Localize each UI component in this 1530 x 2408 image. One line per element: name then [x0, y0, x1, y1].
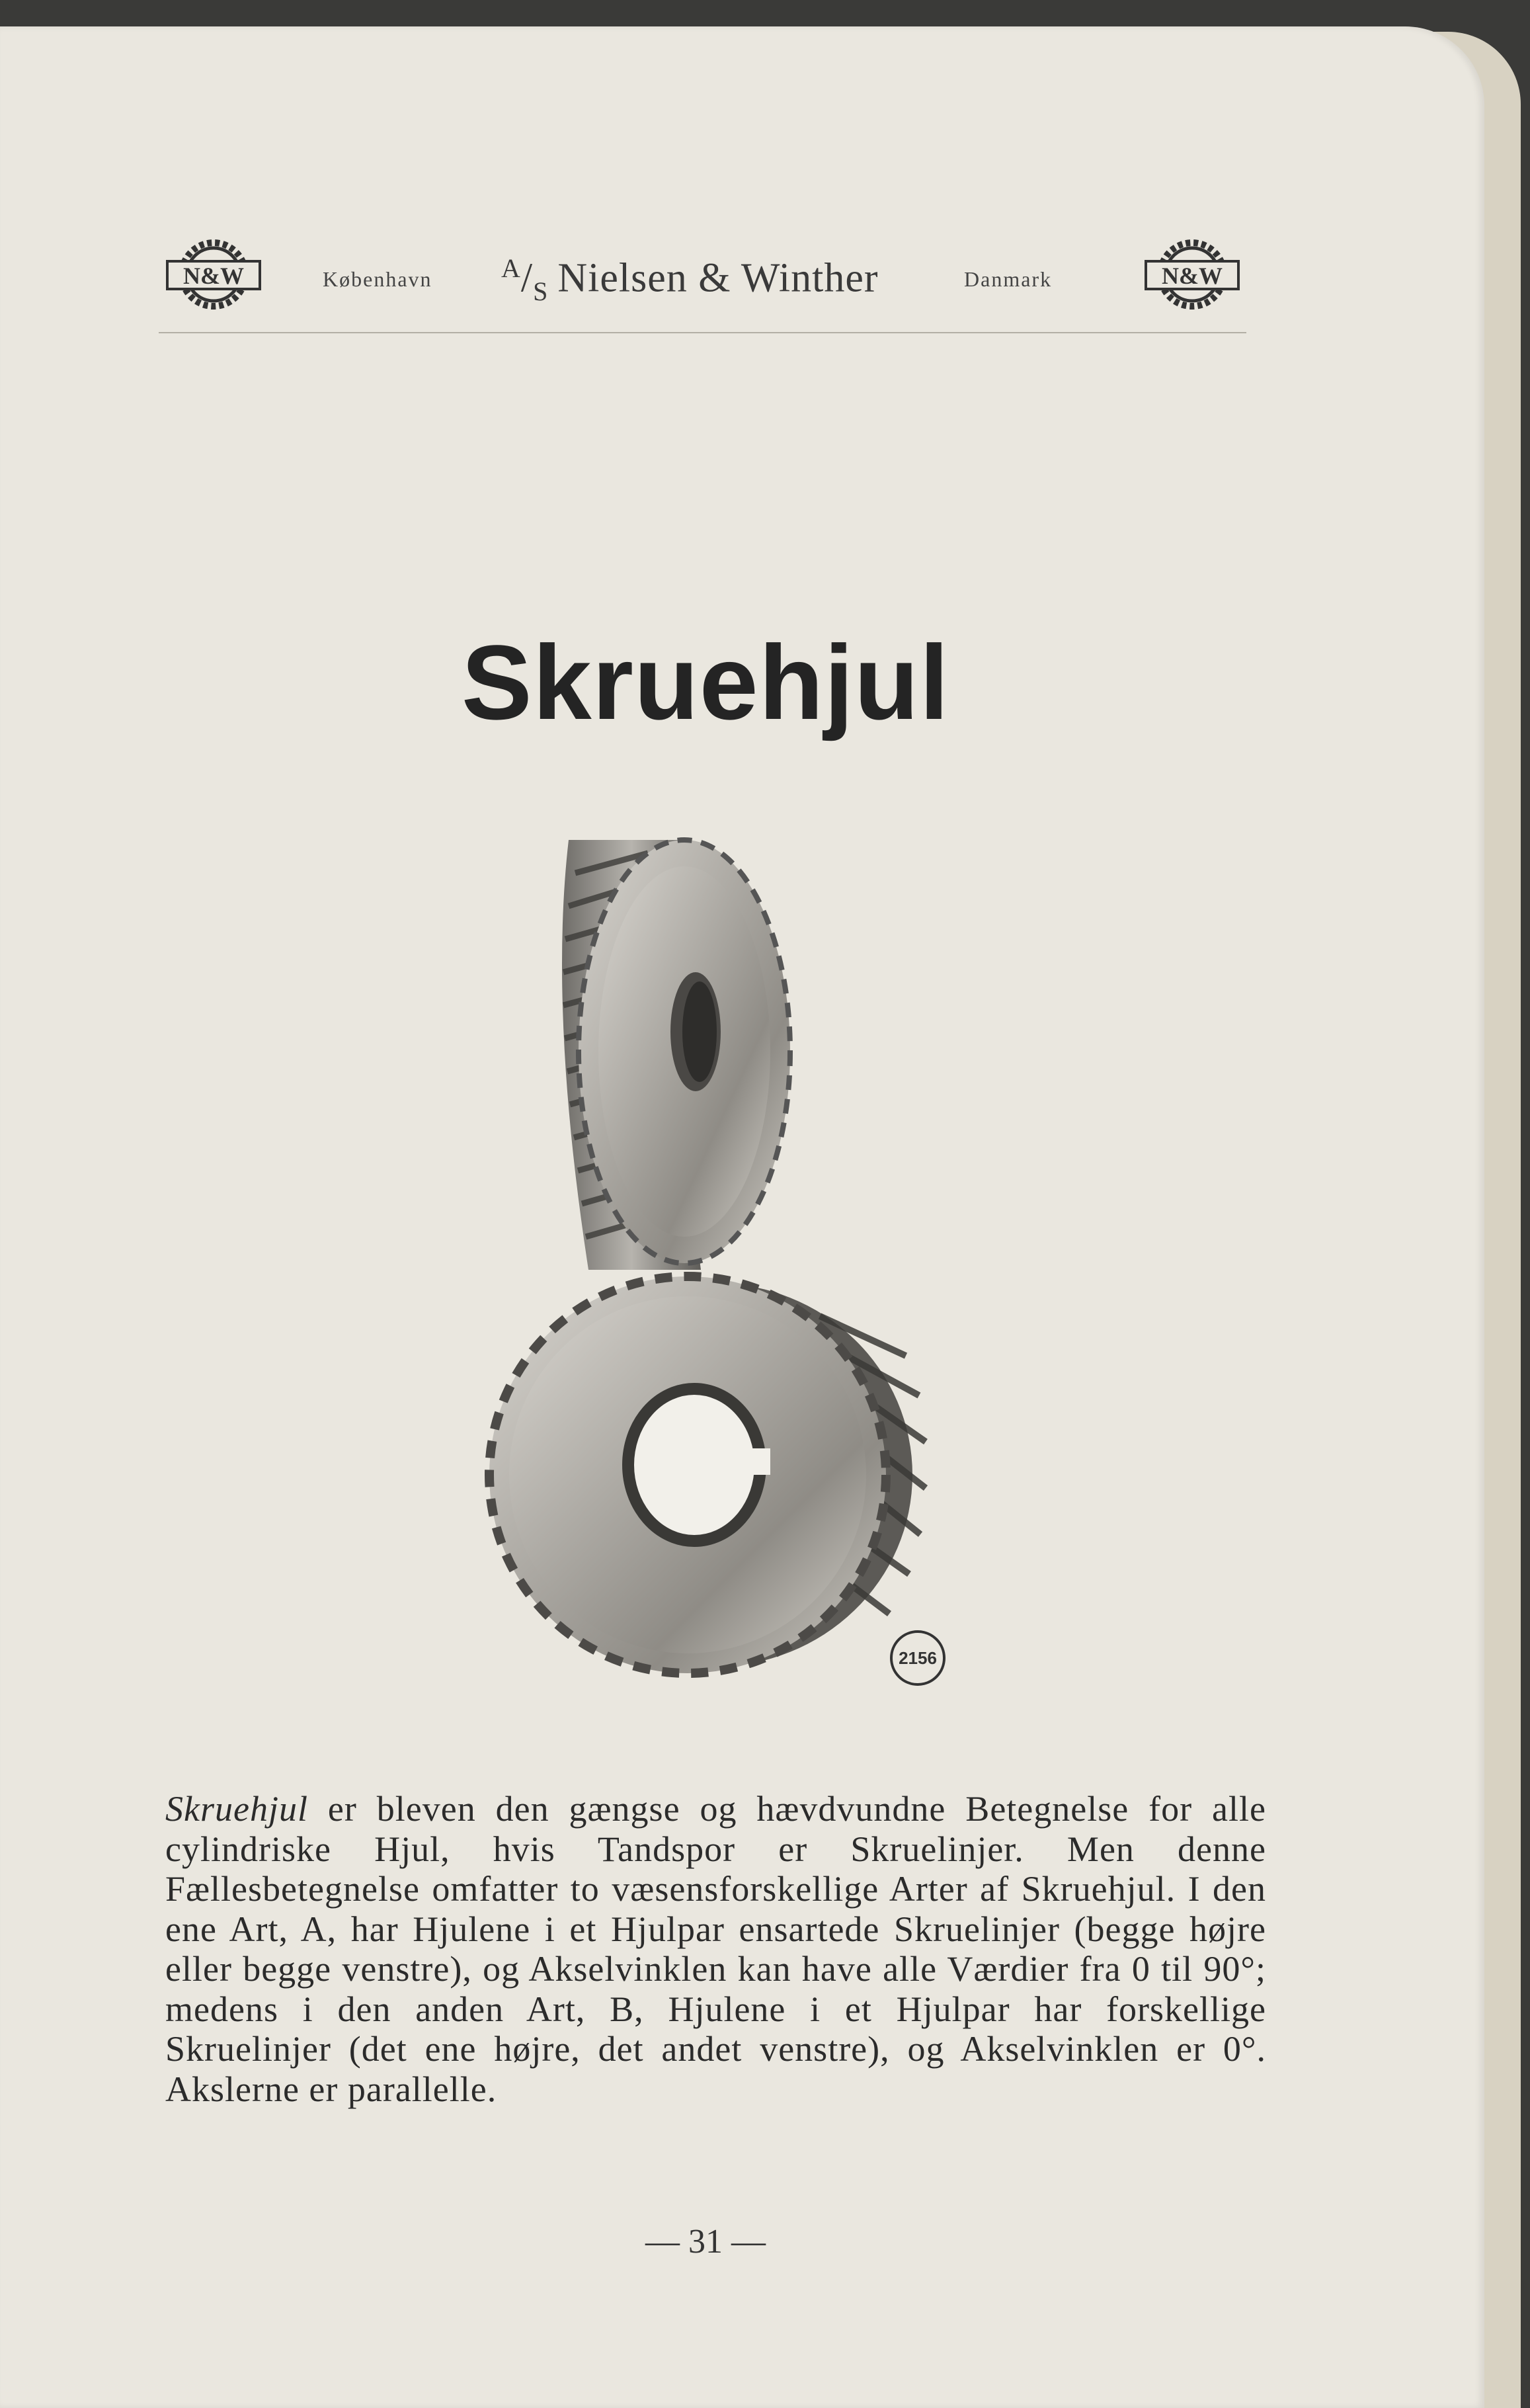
svg-text:N&W: N&W [1162, 263, 1223, 289]
body-text: er bleven den gængse og hævdvundne Betegnelse for alle cylindriske Hjul, hvis Tandspor er Skruelinjer. Men denne Fællesbetegnelse omfatter to væsensforskellige Arter af Skruehjul. I den ene Art, A, har Hjulene i et Hjulpar ensartede Skruelinjer (begge højre eller begge venstre), og Akselvinklen kan have alle Værdier fra 0 til 90°; medens i den anden Art, B, Hjulene i et Hjulpar har forskellige Skruelinjer (det ene højre, det andet venstre), og Akselvinklen er 0°. Akslerne er parallelle. [165, 1789, 1266, 2109]
page-number: — 31 — [645, 2223, 766, 2261]
helical-gears-illustration [450, 813, 952, 1713]
company-logo-left [164, 231, 263, 317]
catalog-page [0, 26, 1484, 2408]
header-country: Danmark [964, 267, 1053, 291]
figure-number-stamp: 2156 [890, 1630, 946, 1686]
company-prefix-s: S [533, 276, 549, 307]
header-company: $^A/_S$ Nielsen & Winther [501, 253, 879, 307]
company-name: Nielsen & Winther [557, 255, 879, 301]
header-divider [159, 332, 1246, 333]
header-city: København [323, 267, 432, 291]
company-logo-right [1143, 231, 1242, 317]
body-paragraph [165, 1789, 1266, 2109]
page-header [164, 225, 1248, 324]
body-lead-italic: Skruehjul [165, 1789, 308, 1829]
page-title: Skruehjul [461, 623, 950, 741]
upper-gear [562, 840, 790, 1270]
svg-text:N&W: N&W [183, 263, 244, 289]
lower-gear [489, 1276, 926, 1673]
company-prefix-a: A [501, 253, 521, 283]
